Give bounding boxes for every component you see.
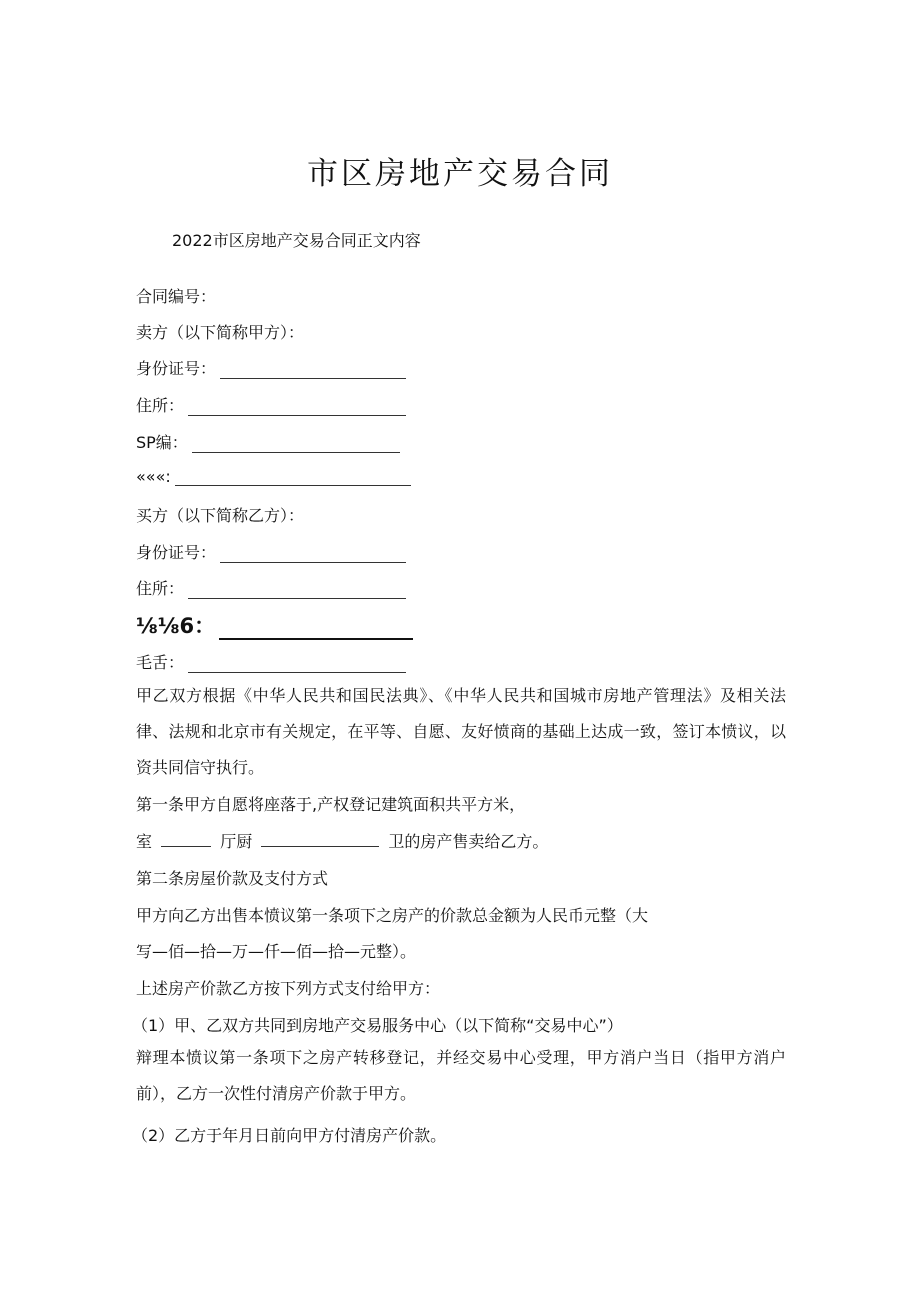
seller-id-field	[136, 356, 406, 379]
seller-address-blank	[188, 399, 406, 416]
article1-bath-tail: 卫的房产售卖给乙方。	[388, 832, 549, 851]
seller-address-label: 住所：	[136, 396, 185, 415]
article2-line1: 甲方向乙方出售本愤议第一条项下之房产的价款总金额为人民币元整（大	[136, 906, 649, 925]
article1-line1: 第一条甲方自愿将座落于,产权登记建筑面积共平方米，	[136, 795, 526, 814]
room-count-blank	[161, 832, 211, 847]
buyer-id-field	[136, 540, 406, 563]
seller-id-label: 身份证号：	[136, 359, 217, 378]
contract-title: 市区房地产交易合同	[307, 156, 613, 192]
buyer-heading: 买方（以下简称乙方）：	[136, 506, 305, 525]
article1-line2	[136, 829, 548, 852]
buyer-address-field	[136, 576, 406, 599]
seller-postcode-blank	[192, 436, 400, 453]
article1-room-label: 室	[136, 832, 153, 851]
seller-address-field	[136, 393, 406, 416]
seller-postcode-label: SP编：	[136, 433, 188, 452]
article2-item1-continuation: 辩理本愤议第一条项下之房产转移登记，并经交易中心受理，甲方消户当日（指甲方消户前），乙方一次性付清房产价款于甲方。	[136, 1048, 786, 1103]
buyer-postcode-field	[136, 610, 413, 640]
buyer-address-blank	[188, 582, 406, 599]
seller-postcode-field	[136, 430, 400, 453]
article1-hall-kitchen-label: 厅厨	[220, 832, 253, 851]
seller-heading: 卖方（以下简称甲方）：	[136, 323, 305, 342]
buyer-id-blank	[220, 546, 406, 563]
seller-id-blank	[220, 362, 406, 379]
buyer-id-label: 身份证号：	[136, 543, 217, 562]
hall-kitchen-blank	[261, 832, 379, 847]
article2-line2: 写—佰—拾—万—仟—佰—拾—元整）。	[136, 942, 417, 961]
buyer-address-label: 住所：	[136, 579, 185, 598]
contract-number-label: 合同编号：	[136, 287, 217, 306]
buyer-phone-field	[136, 650, 406, 673]
buyer-postcode-label: ⅛⅛6：	[136, 614, 216, 638]
article2-heading: 第二条房屋价款及支付方式	[136, 869, 329, 888]
seller-phone-label: «««:	[136, 467, 171, 486]
preamble-paragraph: 甲乙双方根据《中华人民共和国民法典》、《中华人民共和国城市房地产管理法》及相关法律、法规和北京市有关规定，在平等、自愿、友好愤商的基础上达成一致，签订本愤议，以资共同信守执行。	[136, 686, 786, 777]
seller-phone-blank	[175, 469, 411, 486]
article2-item1: （1）甲、乙双方共同到房地产交易服务中心（以下简称“交易中心”）	[132, 1016, 623, 1035]
buyer-postcode-blank	[219, 620, 413, 640]
seller-phone-field	[136, 467, 411, 486]
buyer-phone-label: 毛舌：	[136, 653, 185, 672]
article2-line3: 上述房产价款乙方按下列方式支付给甲方：	[136, 979, 441, 998]
article2-item2: （2）乙方于年月日前向甲方付清房产价款。	[132, 1126, 447, 1145]
contract-subtitle: 2022市区房地产交易合同正文内容	[172, 231, 421, 250]
buyer-phone-blank	[188, 656, 406, 673]
